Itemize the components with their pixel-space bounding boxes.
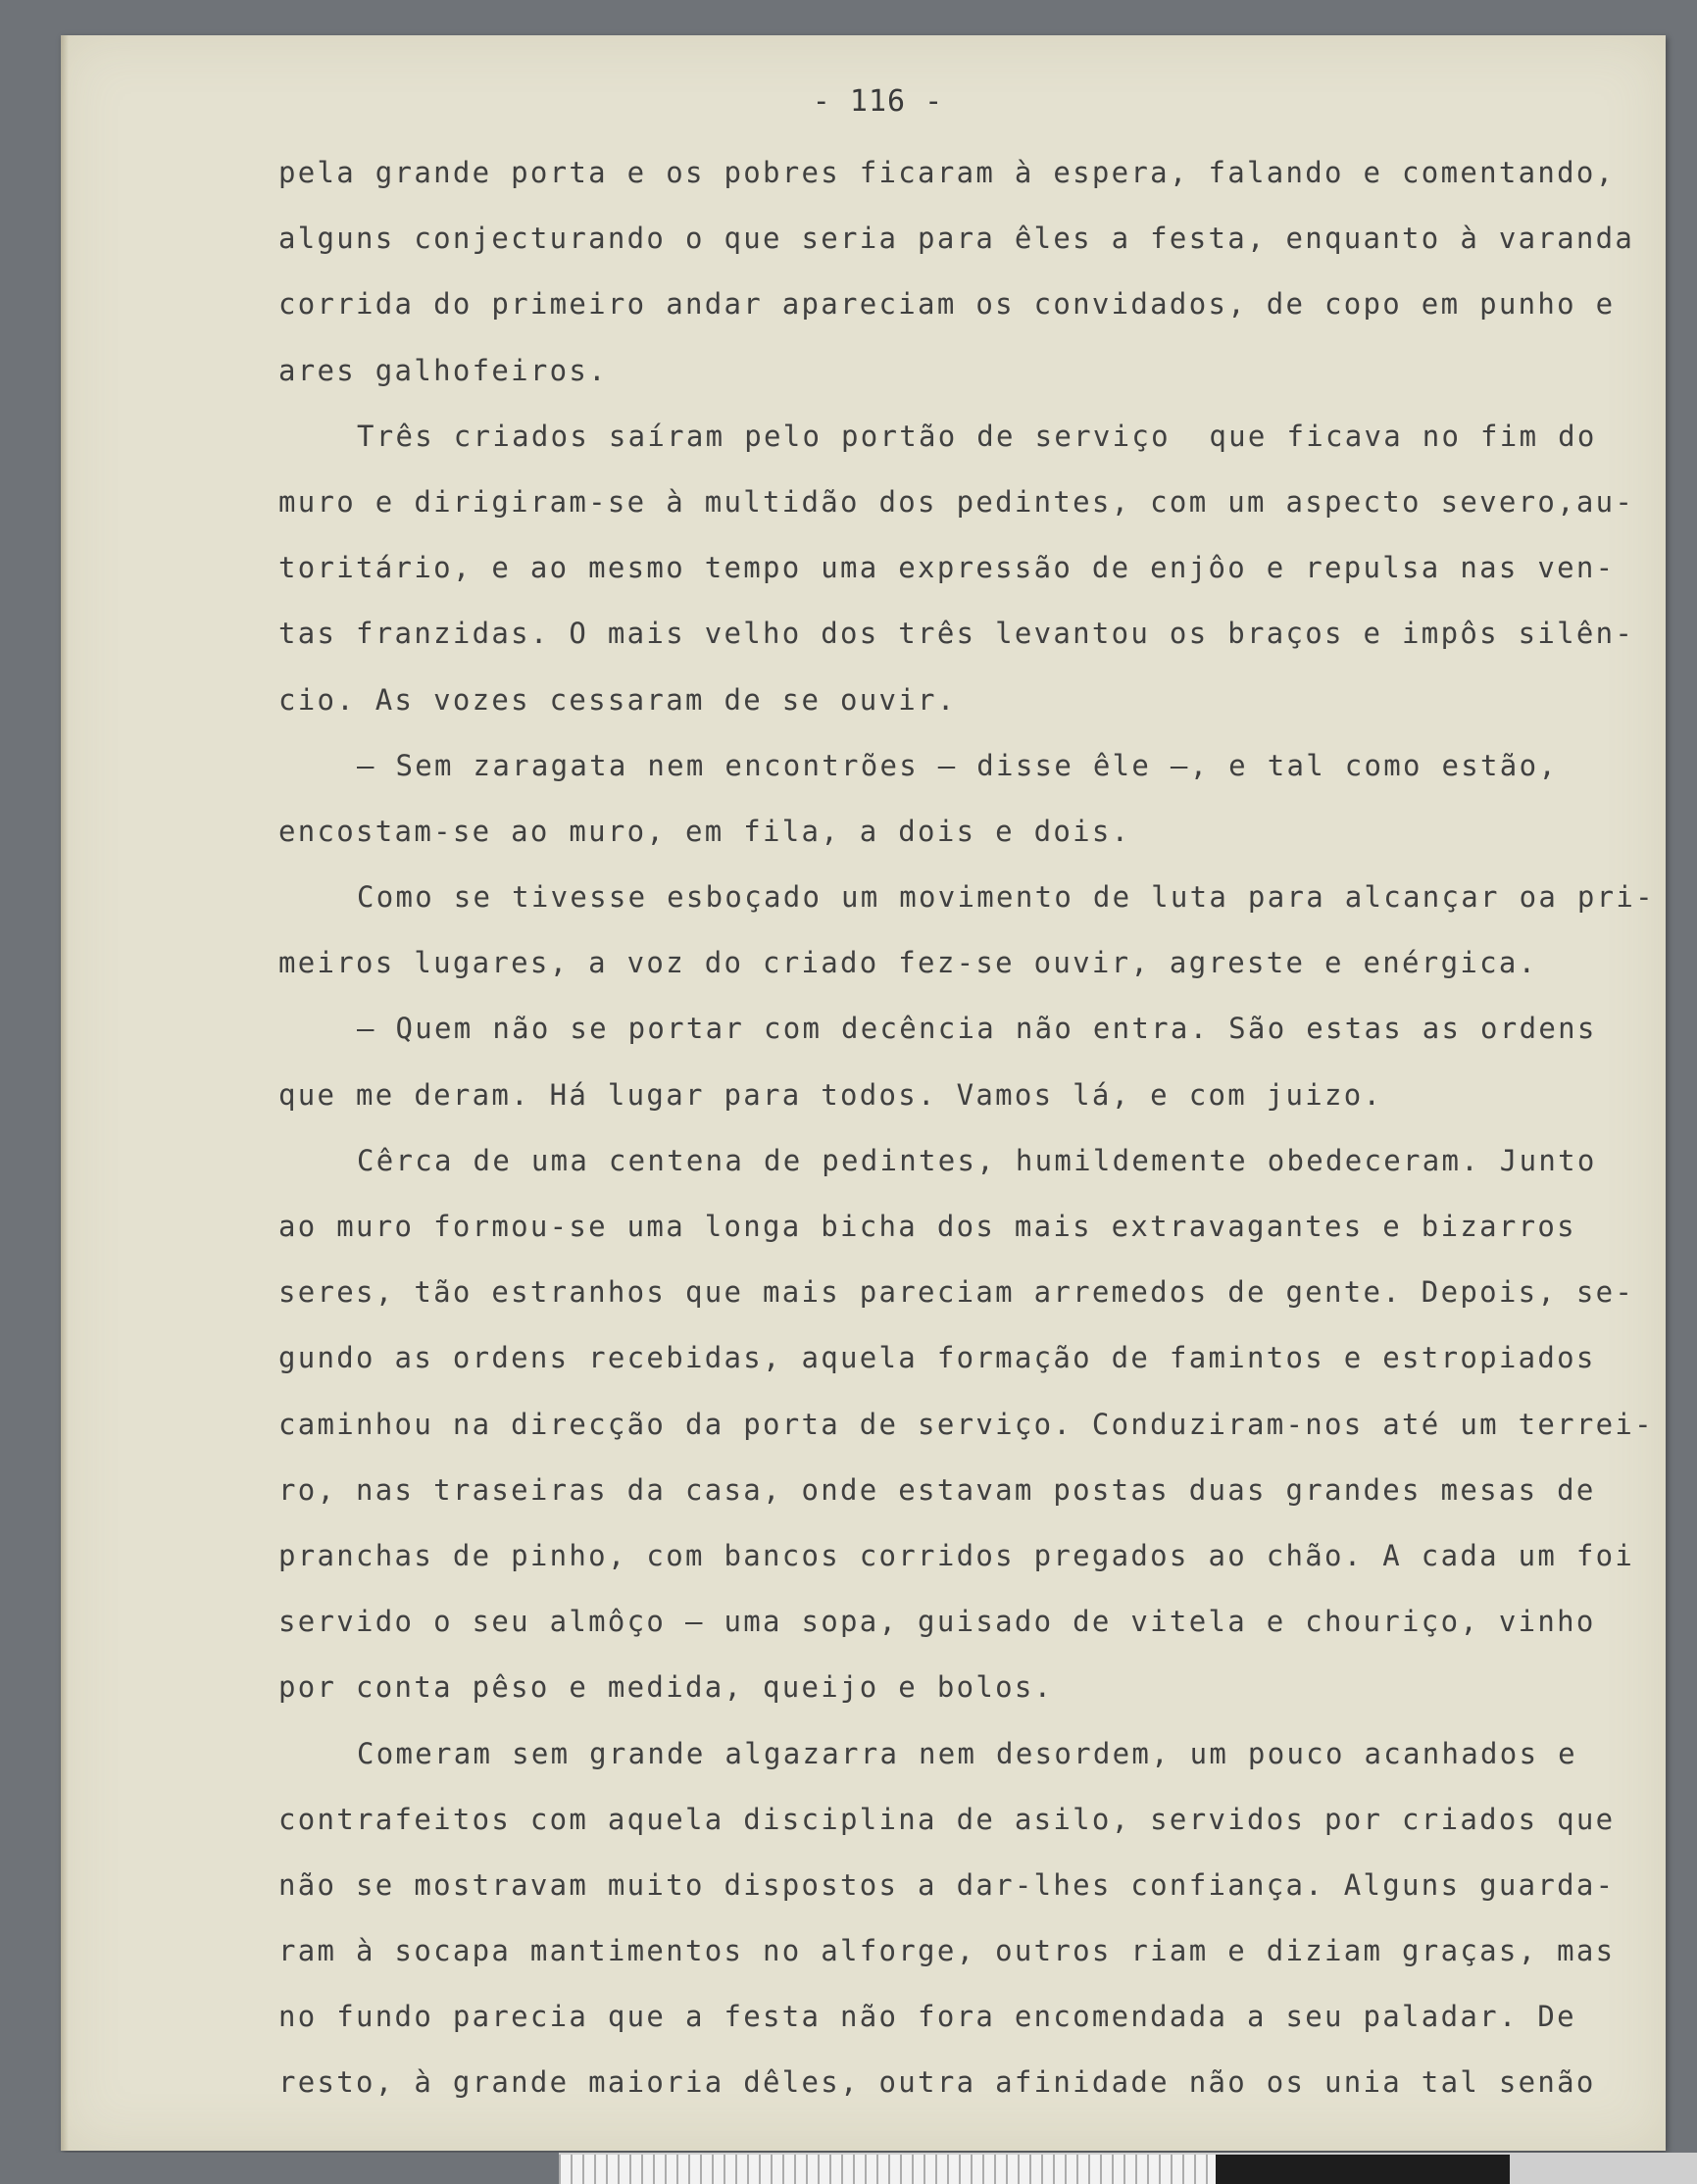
text-line: Como se tivesse esboçado um movimento de luta para alcançar oa pri- [357,880,1655,915]
text-line: — Sem zaragata nem encontrões — disse êle —, e tal como estão, [357,748,1559,782]
scan-background [0,2153,559,2182]
text-line: Cêrca de uma centena de pedintes, humildemente obedeceram. Junto [357,1143,1597,1177]
color-patch-black [1216,2155,1510,2184]
text-line: muro e dirigiram-se à multidão dos pedintes, com um aspecto severo,au- [278,484,1635,519]
text-line: no fundo parecia que a festa não fora encomendada a seu paladar. De [278,2000,1576,2034]
text-line: corrida do primeiro andar apareciam os convidados, de copo em punho e [278,287,1616,322]
text-line: Comeram sem grande algazarra nem desordem, um pouco acanhados e [357,1736,1577,1770]
text-line: não se mostravam muito dispostos a dar-lhes confiança. Alguns guarda- [278,1867,1616,1902]
scale-ruler [559,2153,1697,2184]
text-line: ro, nas traseiras da casa, onde estavam postas duas grandes mesas de [278,1472,1596,1507]
color-patch-gray [1510,2155,1697,2184]
text-line: ao muro formou-se uma longa bicha dos mais extravagantes e bizarros [278,1210,1576,1243]
text-line: Três criados saíram pelo portão de serviço que ficava no fim do [357,419,1597,453]
text-line: servido o seu almôço — uma sopa, guisado de vitela e chouriço, vinho [278,1605,1596,1639]
page-edge-shadow [61,35,69,2151]
text-line: ares galhofeiros. [278,353,608,387]
text-line: — Quem não se portar com decência não entra. São estas as ordens [357,1012,1597,1046]
text-line: cio. As vozes cessaram de se ouvir. [278,682,957,717]
text-line: por conta pêso e medida, queijo e bolos. [278,1670,1054,1705]
text-line: meiros lugares, a voz do criado fez-se ouvir, agreste e enérgica. [278,946,1538,980]
text-line: encostam-se ao muro, em fila, a dois e dois. [278,814,1131,848]
text-line: toritário, e ao mesmo tempo uma expressão de enjôo e repulsa nas ven- [278,551,1616,585]
typewritten-text [278,140,1655,2116]
text-line: tas franzidas. O mais velho dos três levantou os braços e impôs silên- [278,617,1635,651]
text-line: que me deram. Há lugar para todos. Vamos lá, e com juizo. [278,1077,1383,1112]
text-line: pela grande porta e os pobres ficaram à espera, falando e comentando, [278,156,1616,189]
text-line: caminhou na direcção da porta de serviço. Conduziram-nos até um terrei- [278,1407,1654,1441]
page-number: - 116 - [812,84,944,119]
text-line: resto, à grande maioria dêles, outra afinidade não os unia tal senão [278,2065,1596,2100]
text-line: seres, tão estranhos que mais pareciam arremedos de gente. Depois, se- [278,1275,1635,1310]
text-line: pranchas de pinho, com bancos corridos pregados ao chão. A cada um foi [278,1538,1635,1572]
text-line: ram à socapa mantimentos no alforge, outros riam e diziam graças, mas [278,1934,1616,1968]
text-line: gundo as ordens recebidas, aquela formação de famintos e estropiados [278,1341,1596,1375]
ruler-ticks [559,2155,1216,2184]
text-line: alguns conjecturando o que seria para êles a festa, enquanto à varanda [278,222,1635,256]
text-line: contrafeitos com aquela disciplina de asilo, servidos por criados que [278,1802,1616,1836]
